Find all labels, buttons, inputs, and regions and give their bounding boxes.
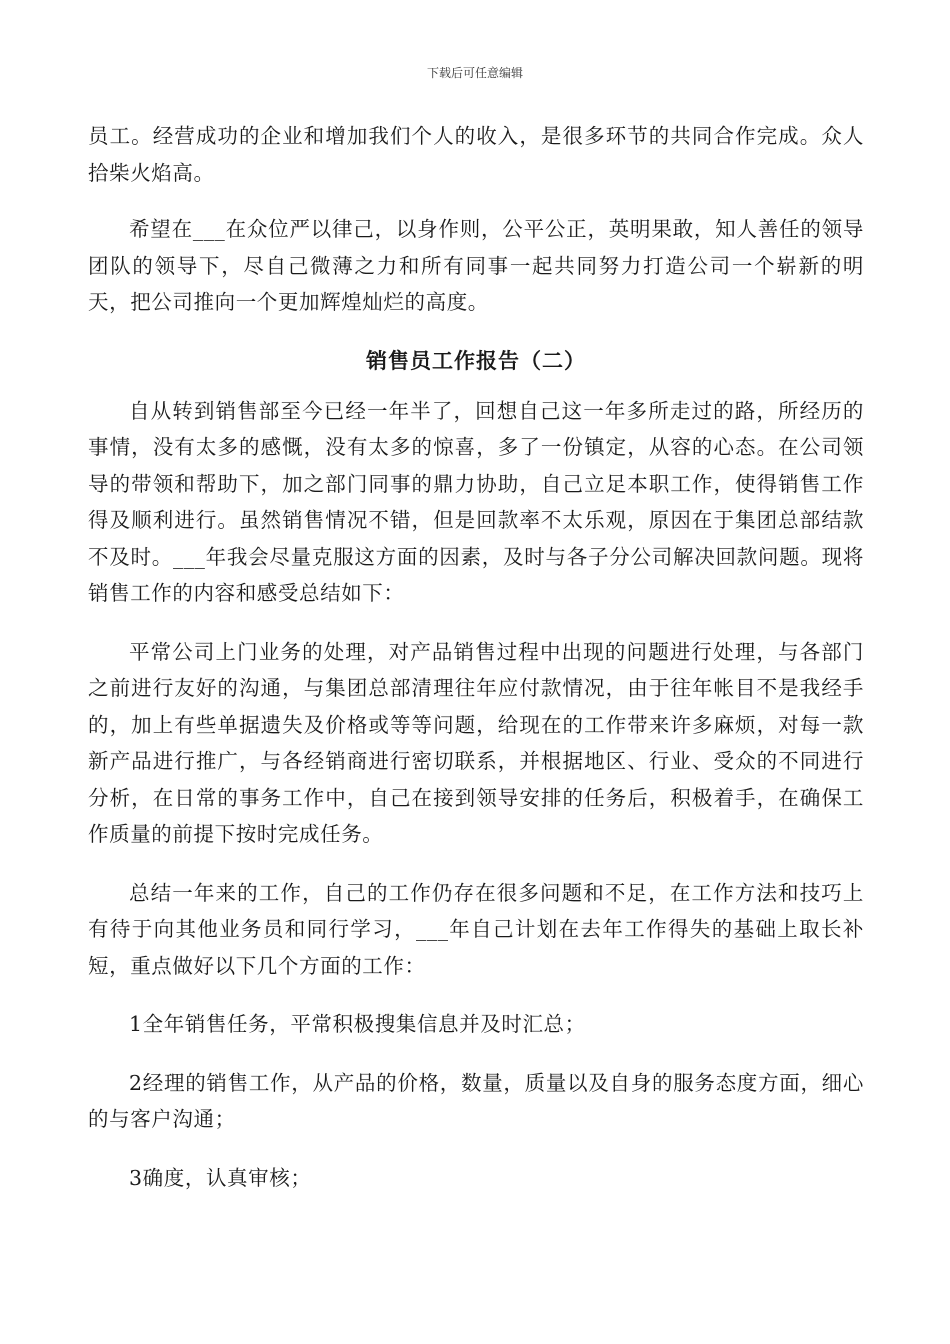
paragraph-summary: 总结一年来的工作，自己的工作仍存在很多问题和不足，在工作方法和技巧上有待于向其他业务员和同行学习，___年自己计划在去年工作得失的基础上取长补短，重点做好以下几个方面的工作： <box>88 880 864 978</box>
document-body <box>88 118 864 1196</box>
list-item-3: 3确度，认真审核； <box>129 1165 312 1190</box>
list-item-1: 1全年销售任务，平常积极搜集信息并及时汇总； <box>129 1012 586 1036</box>
paragraph-intro: 自从转到销售部至今已经一年半了，回想自己这一年多所走过的路，所经历的事情，没有太多的感慨，没有太多的惊喜，多了一份镇定，从容的心态。在公司领导的带领和帮助下，加之部门同事的鼎力协助，自己立足本职工作，使得销售工作得及顺利进行。虽然销售情况不错，但是回款率不太乐观，原因在于集团总部结款不及时。___年我会尽量克服这方面的因素，及时与各子分公司解决回款问题。现将销售工作的内容和感受总结如下： <box>88 398 864 605</box>
paragraph-hope: 希望在___在众位严以律己，以身作则，公平公正，英明果敢，知人善任的领导团队的领导下，尽自己微薄之力和所有同事一起共同努力打造公司一个崭新的明天，把公司推向一个更加辉煌灿烂的高度。 <box>88 217 864 314</box>
paragraph-daily-work: 平常公司上门业务的处理，对产品销售过程中出现的问题进行处理，与各部门之前进行友好的沟通，与集团总部清理往年应付款情况，由于往年帐目不是我经手的，加上有些单据遗失及价格或等等问题，给现在的工作带来许多麻烦，对每一款新产品进行推广，与各经销商进行密切联系，并根据地区、行业、受众的不同进行分析，在日常的事务工作中，自己在接到领导安排的任务后，积极着手，在确保工作质量的前提下按时完成任务。 <box>88 639 864 846</box>
paragraph-continued: 员工。经营成功的企业和增加我们个人的收入，是很多环节的共同合作完成。众人拾柴火焰高。 <box>88 124 864 185</box>
page-header-note: 下载后可任意编辑 <box>426 66 523 80</box>
section-title: 销售员工作报告（二） <box>366 348 586 373</box>
list-item-2: 2经理的销售工作，从产品的价格，数量，质量以及自身的服务态度方面，细心的与客户沟通； <box>88 1070 864 1131</box>
